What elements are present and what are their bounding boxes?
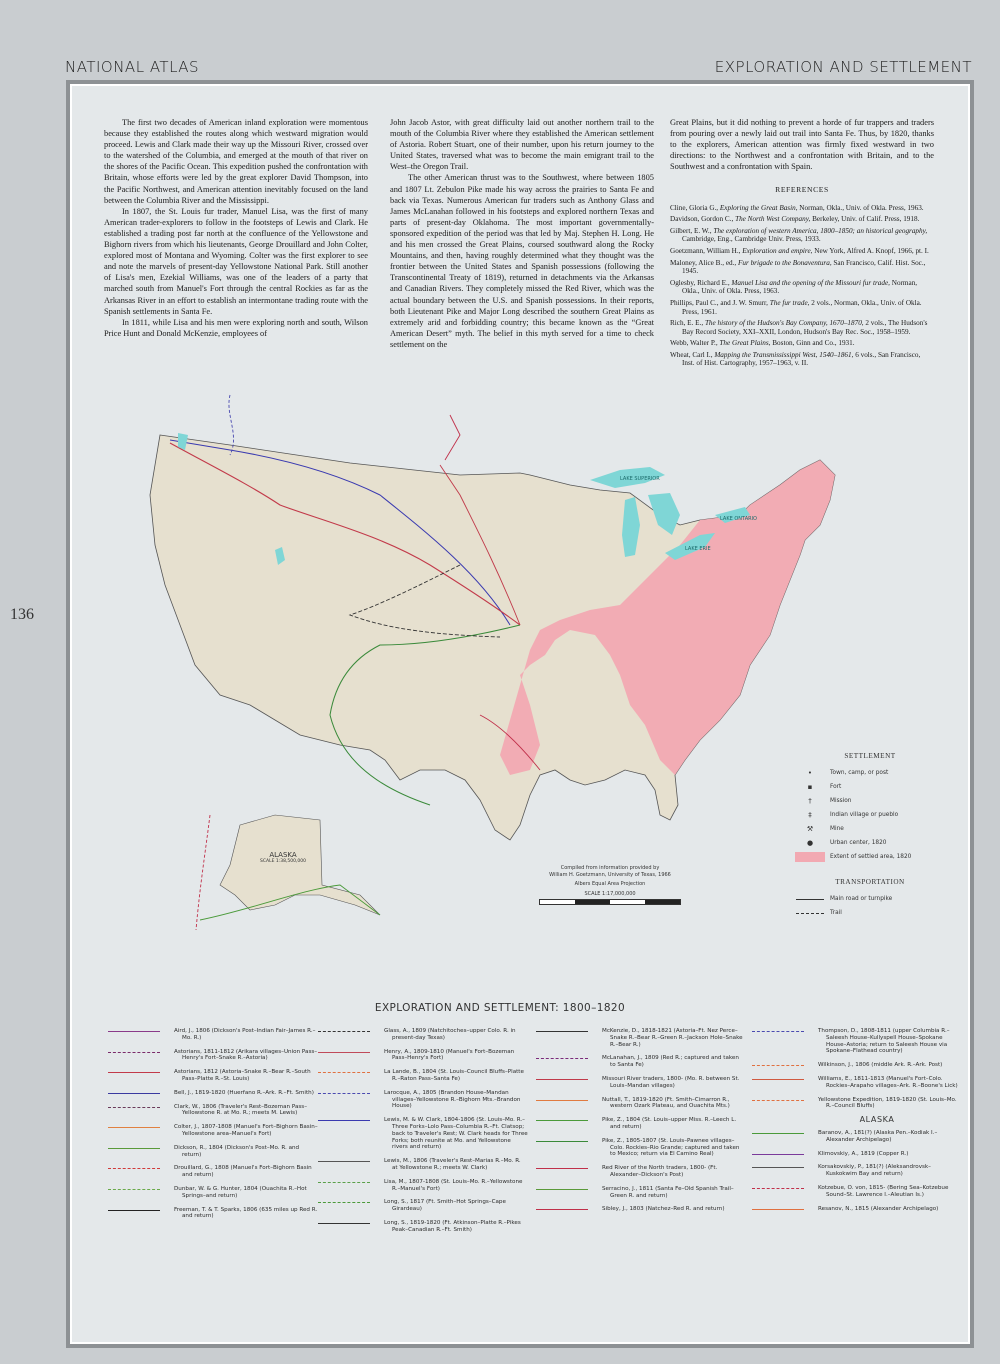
route-legend-item <box>752 1076 962 1090</box>
route-legend-label: Serracino, J., 1811 (Santa Fe–Old Spanish Trail–Green R. and return) <box>602 1185 734 1199</box>
reference-item: Goetzmann, William H., Exploration and empire, New York, Alfred A. Knopf, 1966, pt. I. <box>670 246 929 255</box>
route-legend-label: Bell, J., 1819-1820 (Huerfano R.–Ark. R.–Ft. Smith) <box>174 1089 314 1096</box>
route-legend-item <box>108 1124 318 1138</box>
route-legend-item <box>108 1207 318 1221</box>
route-line-icon <box>752 1079 804 1080</box>
route-legend-item <box>318 1220 528 1234</box>
route-legend-label: Colter, J., 1807-1808 (Manuel's Fort–Bighorn Basin–Yellowstone area–Manuel's Fort) <box>174 1124 318 1137</box>
legend-symbol-icon: • <box>807 769 813 777</box>
route-line-icon <box>318 1120 370 1121</box>
legend-symbol-icon: ▪ <box>807 783 813 791</box>
exploration-legend-col-4 <box>752 1028 962 1219</box>
legend-label: Mission <box>830 798 852 804</box>
article-column-3 <box>670 117 934 371</box>
legend-label: Trail <box>830 910 842 916</box>
route-legend-label: Yellowstone Expedition, 1819-1820 (St. Louis–Mo. R.–Council Bluffs) <box>818 1096 957 1110</box>
route-line-icon <box>536 1209 588 1210</box>
route-legend-label: Baranov, A., 181(?) (Alaska Pen.–Kodiak I.–Alexander Archipelago) <box>818 1129 938 1143</box>
legend-label: Extent of settled area, 1820 <box>830 854 912 860</box>
route-line-icon <box>536 1168 588 1169</box>
legend-symbol-icon: † <box>808 797 812 805</box>
route-line-icon <box>108 1093 160 1094</box>
route-legend-item <box>108 1145 318 1159</box>
settlement-legend-item <box>790 766 950 780</box>
route-line-icon <box>536 1058 588 1059</box>
route-legend-label: Lewis, M. & W. Clark, 1804-1806 (St. Louis–Mo. R.–Three Forks–Lolo Pass–Columbia R.–Ft. Clatsop; back to Traveler's Rest; W. Clark heads for Three Forks; both reunite at Mo. and Yellowstone rivers and return) <box>384 1117 528 1151</box>
us-exploration-map <box>100 375 900 935</box>
settlement-legend-item <box>790 780 950 794</box>
route-legend-item <box>752 1097 962 1111</box>
references-list <box>670 204 934 369</box>
route-legend-item <box>752 1185 962 1199</box>
route-line-icon <box>752 1154 804 1155</box>
reference-item: Davidson, Gordon C., The North West Company, Berkeley, Univ. of Calif. Press, 1918. <box>670 215 920 224</box>
reference-item: Cline, Gloria G., Exploring the Great Basin, Norman, Okla., Univ. of Okla. Press, 1963. <box>670 203 924 212</box>
route-line-icon <box>752 1133 804 1134</box>
page-number: 136 <box>10 606 34 623</box>
route-legend-label: Henry, A., 1809-1810 (Manuel's Fort–Bozeman Pass–Henry's Fort) <box>384 1048 515 1062</box>
route-line-icon <box>318 1031 370 1032</box>
route-legend-item <box>536 1117 746 1131</box>
route-legend-item <box>752 1130 962 1144</box>
reference-item: Maloney, Alice B., ed., Fur brigade to the Bonaventura, San Francisco, Calif. Hist. Soc., 1945. <box>670 258 926 276</box>
route-line-icon <box>536 1120 588 1121</box>
route-legend-item <box>536 1076 746 1090</box>
legend-label: Fort <box>830 784 842 790</box>
credit-line-2: William H. Goetzmann, University of Texas, 1966 <box>549 871 671 878</box>
route-legend-item <box>108 1165 318 1179</box>
route-legend-label: Drouillard, G., 1808 (Manuel's Fort–Bighorn Basin and return) <box>174 1165 312 1179</box>
label-lake-erie: LAKE ERIE <box>685 546 711 552</box>
paragraph: In 1807, the St. Louis fur trader, Manuel Lisa, was the first of many American trader-explorers to follow in the footsteps of Lewis and Clark. He established a trading post far north at the confluence of the Yellowstone and Bighorn rivers from which his lieutenants, George Drouillard and John Colter, explored most of Montana and Wyoming. Colter was the first explorer to see and note the marvels of present-day Yellowstone National Park. Still another of Lisa's men, Ezekial Williams, was one of the leaders of a party that marched south from Manuel's Fort through the central Rockies as far as the Arkansas River in an effort to establish an intermontane trading route with the Spanish settlements in Santa Fe. <box>104 206 368 316</box>
route-legend-item <box>108 1028 318 1042</box>
route-line-icon <box>318 1182 370 1183</box>
route-line-icon <box>108 1127 160 1128</box>
route-legend-item <box>536 1028 746 1048</box>
route-legend-label: Freeman, T. & T. Sparks, 1806 (635 miles up Red R. and return) <box>174 1206 318 1220</box>
legend-label: Main road or turnpike <box>830 896 893 902</box>
solid-line-icon <box>790 899 830 900</box>
route-legend-label: Larocque, A., 1805 (Brandon House–Mandan villages–Yellowstone R.–Bighorn Mts.–Brandon House) <box>384 1089 521 1110</box>
legend-symbol-icon: ⚒ <box>806 825 814 833</box>
exploration-legend-col-1 <box>108 1028 318 1227</box>
route-legend-label: Dickson, R., 1804 (Dickson's Post–Mo. R. and return) <box>174 1144 300 1158</box>
legend-symbol-icon <box>790 852 830 862</box>
scale-bar <box>539 899 681 905</box>
route-line-icon <box>752 1031 804 1032</box>
route-legend-label: Wilkinson, J., 1806 (middle Ark. R.–Ark. Post) <box>818 1062 943 1069</box>
settlement-legend-item <box>790 822 950 836</box>
reference-item: Wheat, Carl I., Mapping the Transmississippi West, 1540–1861, 6 vols., San Francisco, Inst. of Hist. Cartography, 1957–1963, v. II. <box>670 350 921 368</box>
route-legend-item <box>536 1186 746 1200</box>
legend-label: Urban center, 1820 <box>830 840 887 846</box>
route-legend-item <box>752 1062 962 1069</box>
route-legend-item <box>108 1090 318 1097</box>
settlement-legend-item <box>790 794 950 808</box>
article-column-2 <box>390 117 654 350</box>
references-heading: REFERENCES <box>775 185 829 195</box>
route-line-icon <box>536 1100 588 1101</box>
route-legend-label: Klimovskiy, A., 1819 (Copper R.) <box>818 1150 909 1157</box>
route-legend-item <box>318 1199 528 1213</box>
exploration-legend-title: EXPLORATION AND SETTLEMENT: 1800–1820 <box>374 1002 626 1014</box>
settlement-legend-title: SETTLEMENT <box>844 752 896 760</box>
dashed-line-icon <box>790 913 830 914</box>
route-line-icon <box>536 1031 588 1032</box>
route-legend-label: Williams, E., 1811-1813 (Manuel's Fort–Colo. Rockies–Arapaho villages–Ark. R.–Boone's Lick) <box>818 1075 958 1089</box>
route-legend-item <box>318 1090 528 1110</box>
credit-line-1: Compiled from information provided by <box>560 865 660 871</box>
alaska-title: ALASKA <box>269 851 297 859</box>
projection-label: Albers Equal Area Projection <box>574 881 646 887</box>
settlement-legend-item <box>790 850 950 864</box>
route-legend-label: Clark, W., 1806 (Traveler's Rest–Bozeman Pass–Yellowstone R. at Mo. R.; meets M. Lewis) <box>174 1103 307 1117</box>
paragraph: The first two decades of American inland exploration were momentous because they established the routes along which westward migration would proceed. Lewis and Clark made their way up the Missouri River, crossed over to the watershed of the Columbia, and emerged at the mouth of that river on the shores of the Pacific Ocean. This expedition pushed the confrontation with Britain, whose efforts were led by the great explorer David Thompson, into the Pacific Northwest, and American attention inevitably focused on the land between the Columbia River and the Mississippi. <box>104 118 368 205</box>
route-legend-item <box>108 1104 318 1118</box>
route-legend-item <box>536 1165 746 1179</box>
route-legend-label: Long, S., 1817 (Ft. Smith–Hot Springs–Cape Girardeau) <box>384 1199 506 1213</box>
route-legend-item <box>108 1049 318 1063</box>
route-legend-label: La Lande, B., 1804 (St. Louis–Council Bluffs–Platte R.–Raton Pass–Santa Fe) <box>384 1069 524 1082</box>
alaska-legend-heading: ALASKA <box>859 1115 895 1125</box>
reference-item: Webb, Walter P., The Great Plains, Boston, Ginn and Co., 1931. <box>670 339 855 348</box>
route-legend-item <box>752 1028 962 1055</box>
route-legend-label: Pike, Z., 1805-1807 (St. Louis–Pawnee villages–Colo. Rockies–Rio Grande; captured and taken to Mexico; return via El Camino Real) <box>602 1137 740 1158</box>
route-legend-label: Long, S., 1819-1820 (Ft. Atkinson–Platte R.–Pikes Peak–Canadian R.–Ft. Smith) <box>384 1219 521 1233</box>
route-legend-item <box>752 1206 962 1213</box>
route-line-icon <box>536 1141 588 1142</box>
route-legend-label: Red River of the North traders, 1800- (Ft. Alexander–Dickson's Post) <box>602 1165 718 1178</box>
route-legend-label: Lewis, M., 1806 (Traveler's Rest–Marias R.–Mo. R. at Yellowstone R.; meets W. Clark) <box>384 1158 521 1171</box>
route-line-icon <box>536 1079 588 1080</box>
route-line-icon <box>108 1189 160 1190</box>
route-legend-label: Astorians, 1812 (Astoria–Snake R.–Bear R.–South Pass–Platte R.–St. Louis) <box>174 1069 311 1082</box>
article-column-1 <box>104 117 368 339</box>
route-legend-item <box>318 1179 528 1193</box>
label-lake-ontario: LAKE ONTARIO <box>720 516 757 522</box>
legend-label: Indian village or pueblo <box>830 812 899 818</box>
route-line-icon <box>752 1065 804 1066</box>
transport-legend-title: TRANSPORTATION <box>835 878 905 886</box>
route-line-icon <box>108 1148 160 1149</box>
route-legend-item <box>318 1049 528 1063</box>
route-line-icon <box>752 1100 804 1101</box>
route-legend-item <box>752 1151 962 1158</box>
legend-symbol-icon: ● <box>806 839 814 847</box>
scale-label: SCALE 1:17,000,000 <box>584 890 636 897</box>
route-legend-label: Kotzebue, O. von, 1815- (Bering Sea–Kotzebue Sound–St. Lawrence I.–Aleutian Is.) <box>818 1184 949 1198</box>
transport-legend-item <box>790 906 950 920</box>
settlement-legend-item <box>790 808 950 822</box>
reference-item: Rich, E. E., The history of the Hudson's Bay Company, 1670–1870, 2 vols., The Hudson's Bay Record Society, XXI–XXII, London, Hudson's Bay Rec. Soc., 1958–1959. <box>670 319 928 336</box>
route-legend-label: Sibley, J., 1803 (Natchez–Red R. and return) <box>602 1206 725 1213</box>
paragraph: Great Plains, but it did nothing to prevent a horde of fur trappers and traders from pouring over a newly laid out trail into Santa Fe. Thus, by 1820, thanks to the explorers, American attention was firmly fixed westward in two directions: to the Northwest and a confrontation with Britain, and to the Southwest and a confrontation with Spain. <box>670 118 934 172</box>
route-legend-item <box>108 1186 318 1200</box>
reference-item: Oglesby, Richard E., Manuel Lisa and the opening of the Missouri fur trade, Norman, Okla., Univ. of Okla. Press, 1963. <box>670 278 918 296</box>
settlement-legend <box>790 752 950 920</box>
route-line-icon <box>318 1072 370 1073</box>
route-kotzebue <box>196 815 210 930</box>
route-legend-label: Lisa, M., 1807-1808 (St. Louis–Mo. R.–Yellowstone R.–Manuel's Fort) <box>384 1178 523 1192</box>
route-legend-item <box>536 1138 746 1158</box>
route-legend-label: Dunbar, W. & G. Hunter, 1804 (Ouachita R.–Hot Springs–and return) <box>174 1185 307 1199</box>
route-line-icon <box>752 1188 804 1189</box>
transport-legend-item <box>790 892 950 906</box>
route-line-icon <box>318 1093 370 1094</box>
legend-label: Town, camp, or post <box>830 770 889 776</box>
map-credits <box>520 865 700 905</box>
legend-symbol-icon: ‡ <box>808 811 812 819</box>
route-legend-item <box>108 1069 318 1083</box>
route-legend-label: Glass, A., 1809 (Natchitoches–upper Colo. R. in present-day Texas) <box>384 1028 516 1041</box>
alaska-scale: SCALE 1:38,500,000 <box>260 859 307 864</box>
route-line-icon <box>108 1168 160 1169</box>
route-line-icon <box>318 1052 370 1053</box>
route-line-icon <box>108 1052 160 1053</box>
alaska-inset-label <box>260 851 306 864</box>
route-line-icon <box>108 1210 160 1211</box>
legend-label: Mine <box>830 826 844 832</box>
route-legend-item <box>318 1069 528 1083</box>
route-line-icon <box>318 1202 370 1203</box>
atlas-title: NATIONAL ATLAS <box>65 58 200 76</box>
reference-item: Phillips, Paul C., and J. W. Smurr, The fur trade, 2 vols., Norman, Okla., Univ. of Okla. Press, 1961. <box>670 298 922 316</box>
route-line-icon <box>108 1072 160 1073</box>
route-legend-label: McKenzie, D., 1818-1821 (Astoria–Ft. Nez Perce–Snake R.–Bear R.–Green R.–Jackson Hole–Snake R.–Bear R.) <box>602 1028 743 1048</box>
route-legend-label: Aird, J., 1806 (Dickson's Post–Indian Fair–James R.–Mo. R.) <box>174 1028 316 1041</box>
settlement-legend-item <box>790 836 950 850</box>
reference-item: Gilbert, E. W., The exploration of western America, 1800–1850; an historical geography, Cambridge, Eng., Cambridge Univ. Press, 1933. <box>670 226 928 244</box>
route-legend-label: Missouri River traders, 1800- (Mo. R. between St. Louis–Mandan villages) <box>602 1075 740 1089</box>
route-line-icon <box>318 1161 370 1162</box>
route-legend-label: Astorians, 1811-1812 (Arikara villages–Union Pass–Henry's Fort–Snake R.–Astoria) <box>174 1048 318 1062</box>
paragraph: John Jacob Astor, with great difficulty laid out another northern trail to the mouth of the Columbia River where they established the American settlement of Astoria. Robert Stuart, one of their number, upon his return journey to the United States, traversed what was to become the main emigrant trail to the West–the Oregon Trail. <box>390 118 654 172</box>
route-legend-label: Thompson, D., 1808-1811 (upper Columbia R.–Saleesh House–Kullyspell House–Spokane House–Astoria; return to Saleesh House via Spokane–Flathead country) <box>818 1028 950 1055</box>
exploration-legend-col-3 <box>536 1028 746 1220</box>
route-legend-item <box>318 1028 528 1042</box>
paragraph: In 1811, while Lisa and his men were exploring north and south, Wilson Price Hunt and Donald McKenzie, employees of <box>104 317 368 338</box>
route-legend-item <box>536 1206 746 1213</box>
route-red-river-traders <box>445 415 460 460</box>
route-line-icon <box>108 1107 160 1108</box>
alaska-landmass <box>220 815 380 915</box>
route-line-icon <box>536 1189 588 1190</box>
exploration-legend-col-2 <box>318 1028 528 1241</box>
route-legend-label: Resanov, N., 1815 (Alexander Archipelago) <box>818 1205 939 1212</box>
route-line-icon <box>108 1031 160 1032</box>
route-legend-label: Nuttall, T., 1819-1820 (Ft. Smith–Cimarron R., western Ozark Plateau, and Ouachita Mts.) <box>602 1096 730 1110</box>
label-lake-superior: LAKE SUPERIOR <box>620 476 660 482</box>
paragraph: The other American thrust was to the Southwest, where between 1805 and 1807 Lt. Zebulon Pike made his way across the prairies to Santa Fe and back via Texas. Numerous American fur traders such as Anthony Glass and James McLanahan followed in his footsteps and explored northern Texas and parts of present-day Oklahoma. The most important governmentally-sponsored expedition of the period was that led by Maj. Stephen H. Long. He and his men crossed the Great Plains, coursed southward along the Rocky Mountains, and then, having roughly determined what they thought was the frontier between the United States and Spanish possessions (following the Transcontinental Treaty of 1819), returned in detachments via the Arkansas and Canadian Rivers. They completely missed the Red River, which was the actual boundary between the U.S. and Spanish possessions. In their reports, both Lieutenant Pike and Major Long described the southern Great Plains as extremely arid and forbidding country; this became known as the “Great American Desert” myth. The belief in this myth served for a time to check settlement on the <box>390 173 654 349</box>
route-legend-label: McLanahan, J., 1809 (Red R.; captured and taken to Santa Fe) <box>602 1055 739 1069</box>
route-legend-label: Pike, Z., 1804 (St. Louis–upper Miss. R.–Leech L. and return) <box>602 1117 737 1130</box>
route-legend-item <box>318 1158 528 1172</box>
route-legend-label: Korsakovskiy, P., 181(?) (Aleksandrovsk–Kuskokwim Bay and return) <box>818 1164 931 1178</box>
route-line-icon <box>318 1223 370 1224</box>
route-line-icon <box>752 1167 804 1168</box>
route-line-icon <box>752 1209 804 1210</box>
section-title: EXPLORATION AND SETTLEMENT <box>714 58 972 76</box>
route-legend-item <box>318 1117 528 1151</box>
route-legend-item <box>536 1055 746 1069</box>
route-legend-item <box>536 1097 746 1111</box>
route-legend-item <box>752 1164 962 1178</box>
